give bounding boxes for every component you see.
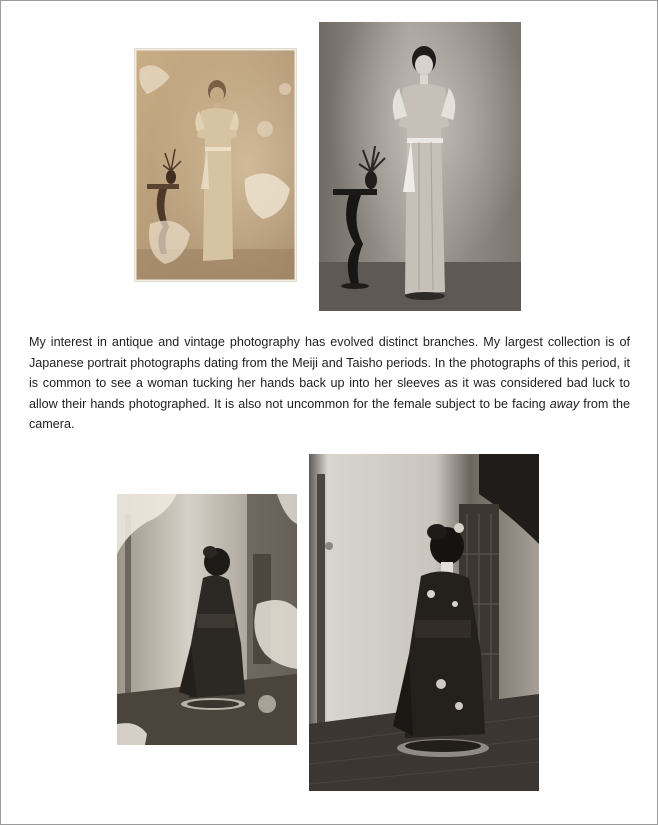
body-text-main: My interest in antique and vintage photography has evolved distinct branches. My largest collection is of Japanese portrait photographs dating from the Meiji and Taisho periods. In the photographs of this period, it is common to see a woman tucking her hands back up into her sleeves as it was considered bad luck to allow their hands photographed. It is also not uncommon for the female subject to be facing xyxy=(29,335,630,411)
body-paragraph xyxy=(29,332,630,435)
photo-woman-standing-original xyxy=(135,49,296,281)
body-text-end: from the camera. xyxy=(29,396,630,432)
photo-kimono-woman-restored xyxy=(309,454,539,791)
body-text-emphasis: away xyxy=(549,396,580,411)
photo-woman-standing-restored xyxy=(319,22,521,311)
photo-kimono-woman-original xyxy=(117,494,297,745)
